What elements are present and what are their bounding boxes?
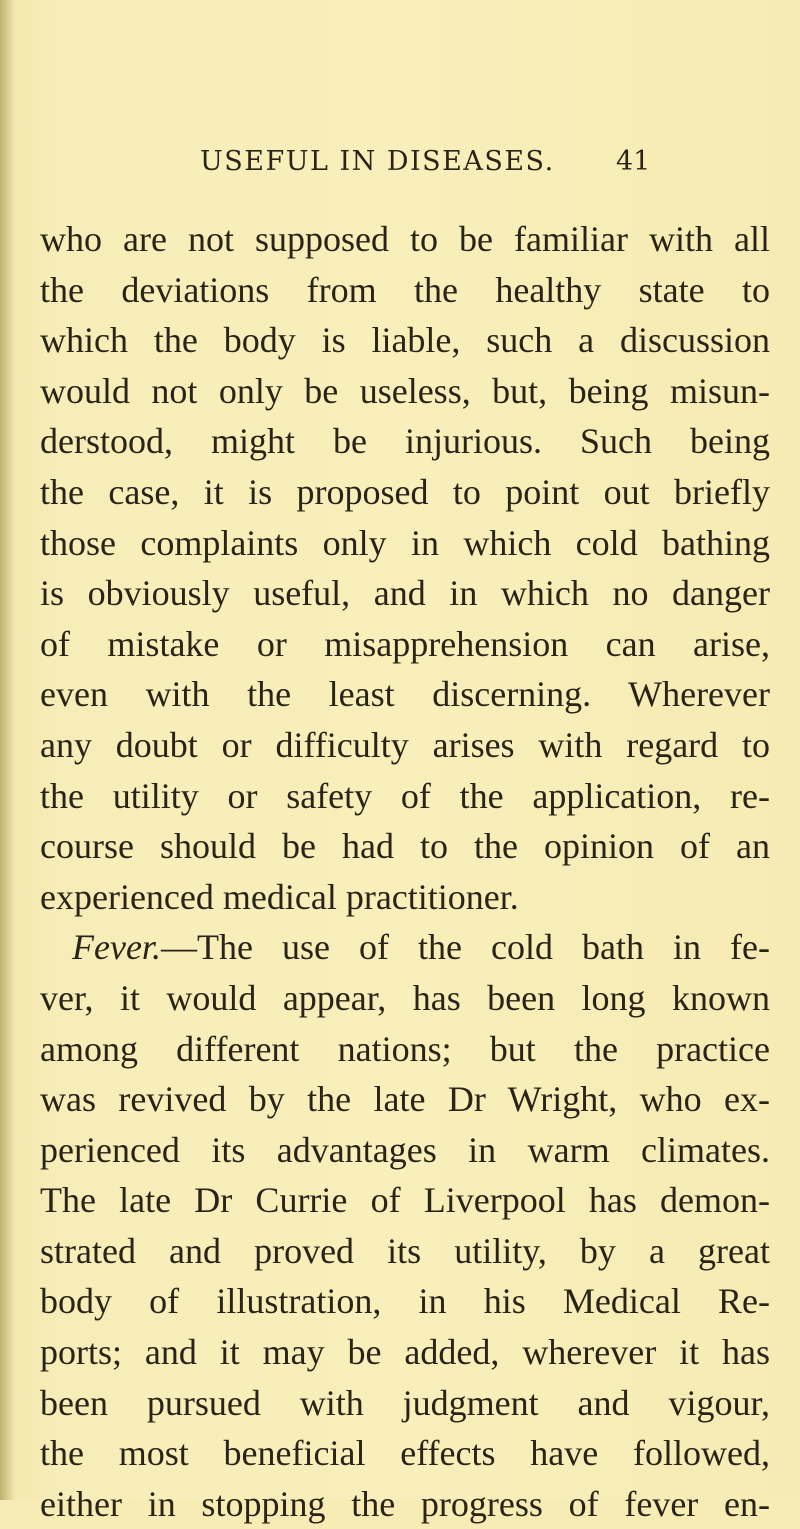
- running-title: USEFUL IN DISEASES.: [200, 146, 555, 177]
- binding-shadow: [0, 0, 14, 1500]
- section-line-text: —The use of the cold bath in fe-: [160, 927, 770, 968]
- text-line: those complaints only in which cold bathing: [40, 522, 770, 563]
- section-line: [40, 922, 770, 973]
- text-line: who are not supposed to be familiar with all: [40, 219, 770, 259]
- text-line: the utility or safety of the application, re-: [40, 775, 770, 816]
- text-line: body of illustration, in his Medical Re-: [40, 1281, 770, 1322]
- running-header: [0, 146, 800, 186]
- page-number: 41: [616, 146, 651, 177]
- text-line: ports; and it may be added, wherever it has: [40, 1332, 770, 1373]
- text-line: been pursued with judgment and vigour,: [40, 1382, 770, 1423]
- text-line: would not only be useless, but, being misun-: [40, 370, 770, 411]
- text-line: among different nations; but the practice: [40, 1028, 770, 1069]
- text-line: which the body is liable, such a discussion: [40, 320, 770, 361]
- text-line: was revived by the late Dr Wright, who ex-: [40, 1079, 770, 1120]
- text-line: is obviously useful, and in which no danger: [40, 573, 770, 614]
- text-line: either in stopping the progress of fever en-: [40, 1483, 770, 1524]
- text-line: perienced its advantages in warm climates.: [40, 1129, 770, 1170]
- text-line: The late Dr Currie of Liverpool has demon-: [40, 1180, 770, 1221]
- text-line: the deviations from the healthy state to: [40, 269, 770, 310]
- text-line: ver, it would appear, has been long known: [40, 977, 770, 1018]
- text-line: course should be had to the opinion of an: [40, 826, 770, 867]
- text-line: any doubt or difficulty arises with regard to: [40, 724, 770, 765]
- text-line: of mistake or misapprehension can arise,: [40, 623, 770, 664]
- body-text: [40, 214, 770, 1529]
- text-line: the most beneficial effects have followed,: [40, 1433, 770, 1474]
- section-heading: Fever.: [72, 927, 161, 968]
- text-line: experienced medical practitioner.: [40, 876, 519, 917]
- text-line: derstood, might be injurious. Such being: [40, 421, 770, 462]
- text-line: strated and proved its utility, by a great: [40, 1230, 770, 1271]
- text-line: even with the least discerning. Wherever: [40, 674, 770, 715]
- text-line: the case, it is proposed to point out briefly: [40, 471, 770, 512]
